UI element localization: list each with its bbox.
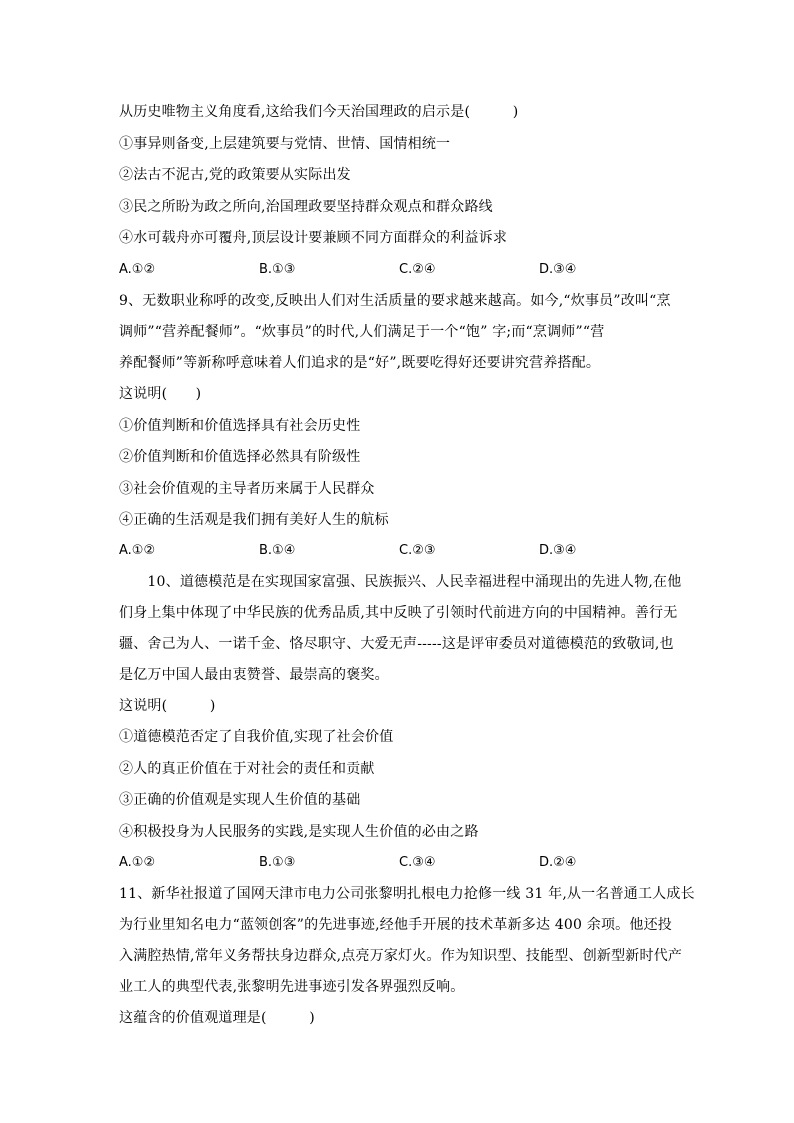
q8-option-d: D.③④ <box>539 262 577 277</box>
q10-statement-2: ②人的真正价值在于对社会的责任和贡献 <box>119 761 375 777</box>
q8-option-c: C.②④ <box>399 262 436 277</box>
q11-line-2: 为行业里知名电力“蓝领创客”的先进事迹,经他手开展的技术革新多达 400 余项。他还投 <box>119 917 672 933</box>
q10-stem: 这说明( ) <box>119 698 216 714</box>
q11-line-4: 业工人的典型代表,张黎明先进事迹引发各界强烈反响。 <box>119 979 465 995</box>
q8-statement-3: ③民之所盼为政之所向,治国理政要坚持群众观点和群众路线 <box>119 199 493 215</box>
q10-option-b: B.①③ <box>259 855 296 870</box>
q8-option-a: A.①② <box>119 262 156 277</box>
q11-stem: 这蕴含的价值观道理是( ) <box>119 1010 315 1026</box>
q10-line-1: 10、道德模范是在实现国家富强、民族振兴、人民幸福进程中涌现出的先进人物,在他 <box>119 574 682 590</box>
q9-line-3: 养配餐师”等新称呼意味着人们追求的是“好”,既要吃得好还要讲究营养搭配。 <box>119 355 601 371</box>
q9-statement-2: ②价值判断和价值选择必然具有阶级性 <box>119 449 361 465</box>
q10-line-2: 们身上集中体现了中华民族的优秀品质,其中反映了引领时代前进方向的中国精神。善行无 <box>119 605 678 621</box>
q10-statement-3: ③正确的价值观是实现人生价值的基础 <box>119 792 361 808</box>
q10-line-3: 疆、舍己为人、一诺千金、恪尽职守、大爱无声-----这是评审委员对道德模范的致敬词,也 <box>119 636 674 652</box>
q9-option-c: C.②③ <box>399 543 436 558</box>
q9-option-a: A.①② <box>119 543 156 558</box>
q9-line-1: 9、无数职业称呼的改变,反映出人们对生活质量的要求越来越高。如今,“炊事员”改叫“烹 <box>119 293 671 309</box>
q9-option-b: B.①④ <box>259 543 296 558</box>
q8-statement-4: ④水可载舟亦可覆舟,顶层设计要兼顾不同方面群众的利益诉求 <box>119 230 508 246</box>
q8-statement-2: ②法古不泥古,党的政策要从实际出发 <box>119 167 351 183</box>
q10-statement-4: ④积极投身为人民服务的实践,是实现人生价值的必由之路 <box>119 824 479 840</box>
q9-statement-3: ③社会价值观的主导者历来属于人民群众 <box>119 481 375 497</box>
q8-stem: 从历史唯物主义角度看,这给我们今天治国理政的启示是( ) <box>119 104 519 120</box>
q10-line-4: 是亿万中国人最由衷赞誉、最崇高的褒奖。 <box>119 667 389 683</box>
q9-statement-1: ①价值判断和价值选择具有社会历史性 <box>119 418 361 434</box>
q9-statement-4: ④正确的生活观是我们拥有美好人生的航标 <box>119 512 389 528</box>
q9-stem: 这说明( ) <box>119 386 202 402</box>
q9-option-d: D.③④ <box>539 543 577 558</box>
q10-option-d: D.②④ <box>539 855 577 870</box>
q9-line-2: 调师”“营养配餐师”。“炊事员”的时代,人们满足于一个“饱” 字;而“烹调师”“营 <box>119 324 605 340</box>
q10-option-a: A.①② <box>119 855 156 870</box>
q8-statement-1: ①事异则备变,上层建筑要与党情、世情、国情相统一 <box>119 136 451 152</box>
q10-option-c: C.③④ <box>399 855 436 870</box>
q10-statement-1: ①道德模范否定了自我价值,实现了社会价值 <box>119 729 394 745</box>
q11-line-1: 11、新华社报道了国网天津市电力公司张黎明扎根电力抢修一线 31 年,从一名普通工人成长 <box>119 886 695 902</box>
q8-option-b: B.①③ <box>259 262 296 277</box>
q11-line-3: 入满腔热情,常年义务帮扶身边群众,点亮万家灯火。作为知识型、技能型、创新型新时代产 <box>119 948 683 964</box>
